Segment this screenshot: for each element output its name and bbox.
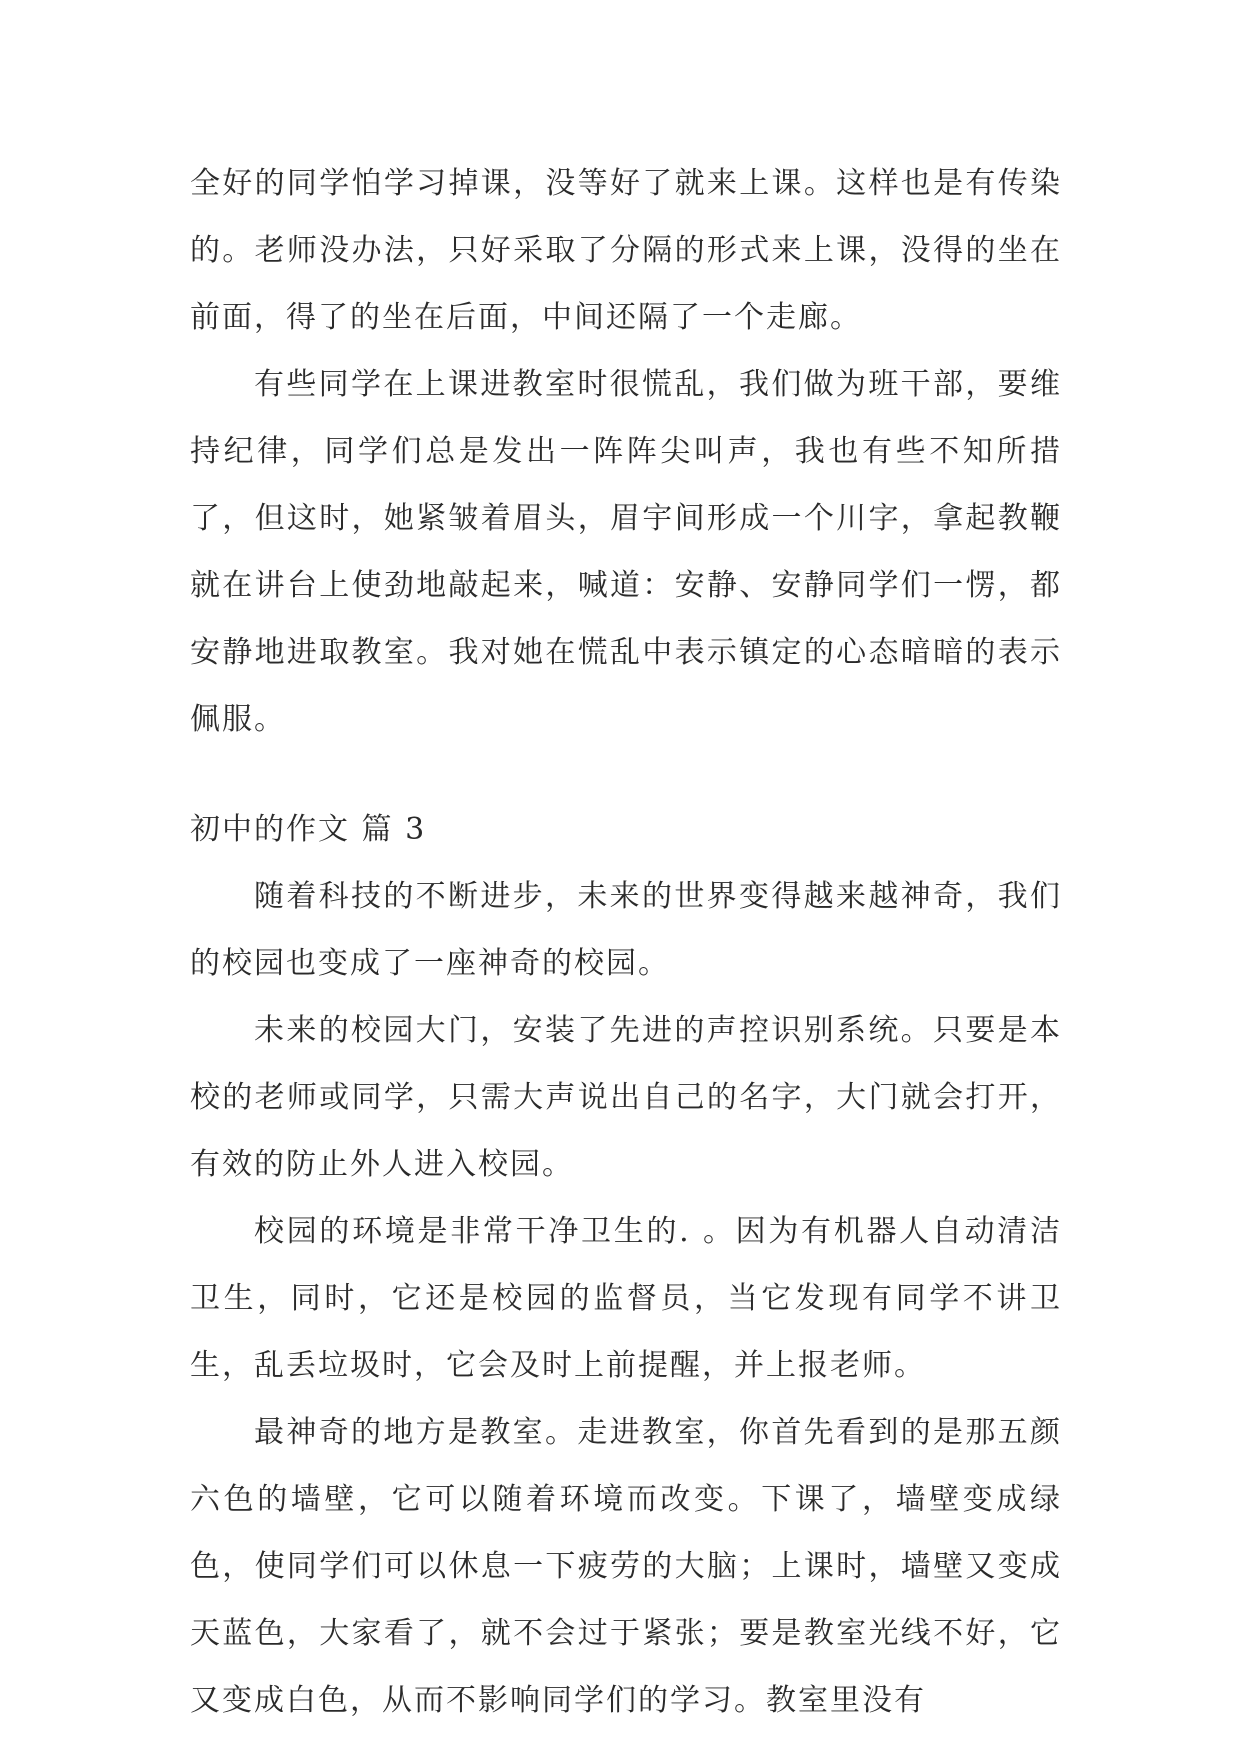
paragraph-class-cadre: 有些同学在上课进教室时很慌乱，我们做为班干部，要维持纪律，同学们总是发出一阵阵尖叫声，我也有些不知所措了，但这时，她紧皱着眉头，眉宇间形成一个川字，拿起教鞭就在讲台上使劲地敲起来，喊道：安静、安静同学们一愣，都安静地进取教室。我对她在慌乱中表示镇定的心态暗暗的表示佩服。: [190, 367, 1062, 737]
paragraph-intro: 随着科技的不断进步，未来的世界变得越来越神奇，我们的校园也变成了一座神奇的校园。: [190, 879, 1062, 981]
paragraph-environment: 校园的环境是非常干净卫生的. 。因为有机器人自动清洁卫生，同时，它还是校园的监督员，当它发现有同学不讲卫生，乱丢垃圾时，它会及时上前提醒，并上报老师。: [190, 1214, 1062, 1383]
paragraph-continued: 全好的同学怕学习掉课，没等好了就来上课。这样也是有传染的。老师没办法，只好采取了分隔的形式来上课，没得的坐在前面，得了的坐在后面，中间还隔了一个走廊。: [190, 166, 1062, 335]
section-title: 初中的作文 篇 3: [190, 812, 427, 847]
document-page: [190, 150, 1062, 1734]
paragraph-classroom: 最神奇的地方是教室。走进教室，你首先看到的是那五颜六色的墙壁，它可以随着环境而改变。下课了，墙壁变成绿色，使同学们可以休息一下疲劳的大脑；上课时，墙壁又变成天蓝色，大家看了，就不会过于紧张；要是教室光线不好，它又变成白色，从而不影响同学们的学习。教室里没有: [190, 1415, 1062, 1718]
paragraph-school-gate: 未来的校园大门，安装了先进的声控识别系统。只要是本校的老师或同学，只需大声说出自己的名字，大门就会打开，有效的防止外人进入校园。: [190, 1013, 1062, 1182]
